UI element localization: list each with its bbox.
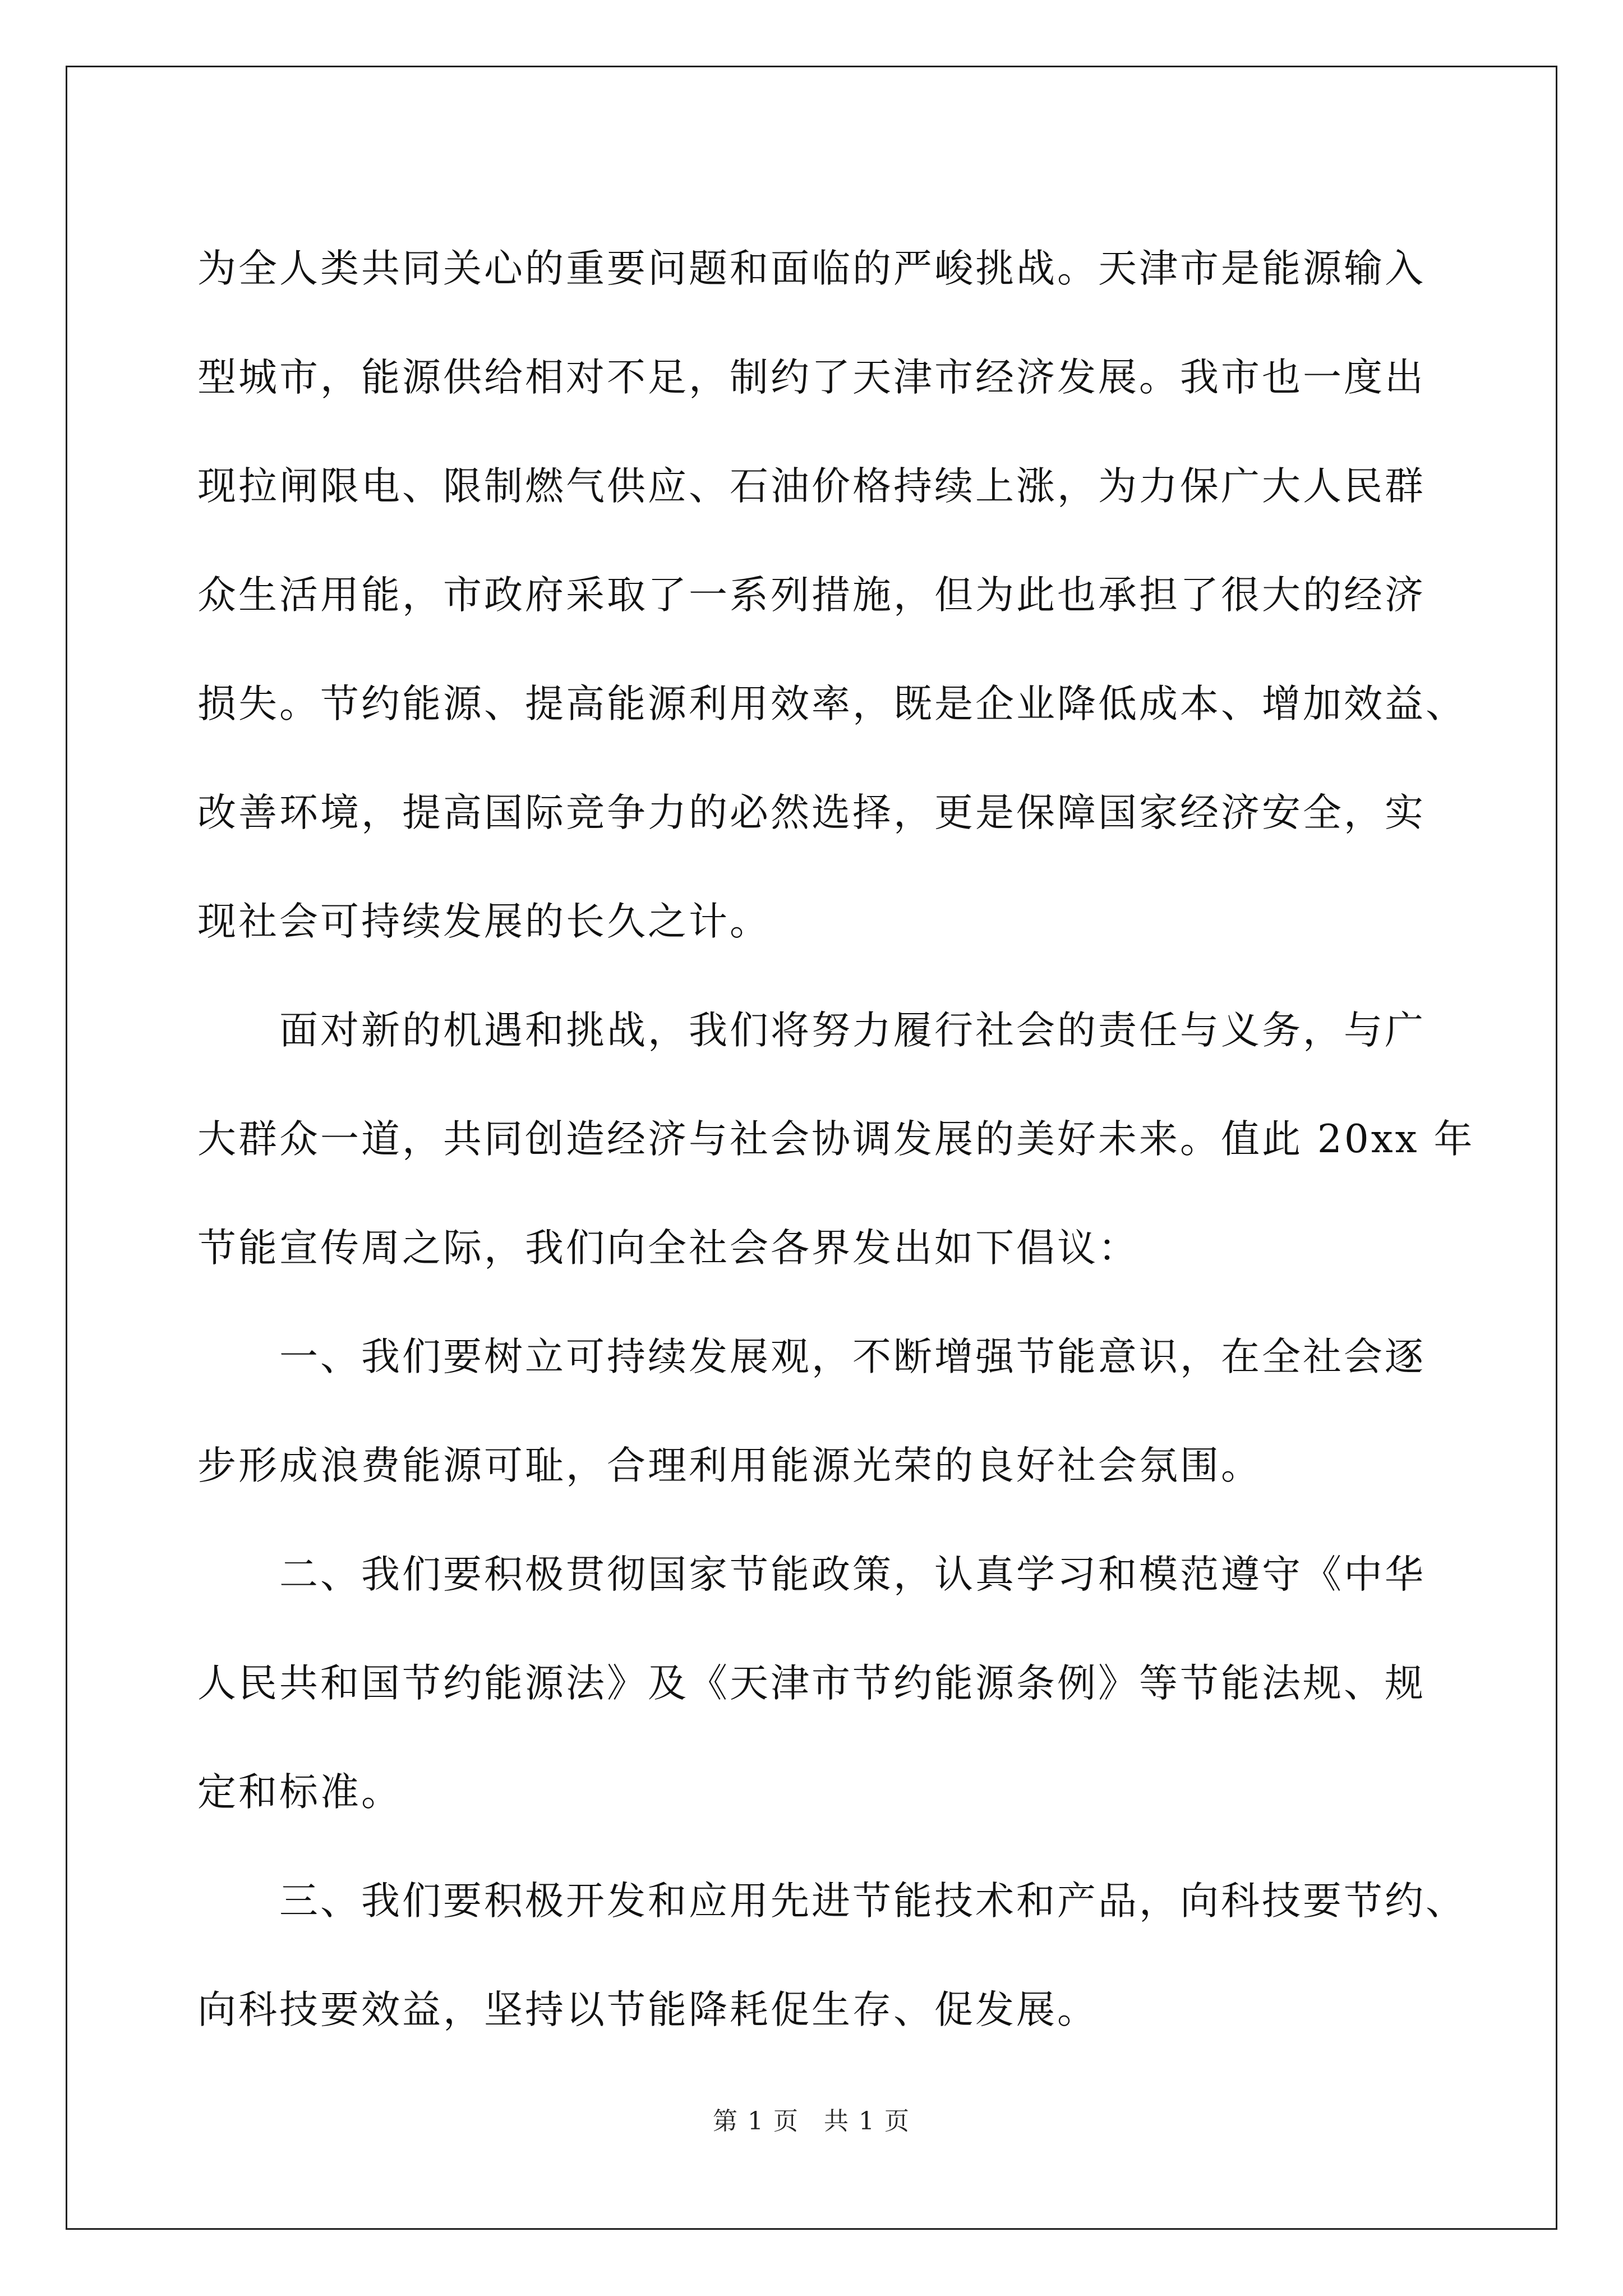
text-line: 节能宣传周之际，我们向全社会各界发出如下倡议：: [197, 1226, 1139, 1271]
paragraph-3: [197, 1303, 1465, 1520]
text-line: 二、我们要积极贯彻国家节能政策，认真学习和模范遵守《中华: [279, 1552, 1426, 1597]
text-line: 步形成浪费能源可耻，合理利用能源光荣的良好社会氛围。: [197, 1443, 1262, 1488]
text-line: 一、我们要树立可持续发展观，不断增强节能意识，在全社会逐: [279, 1335, 1426, 1379]
paragraph-1: [197, 214, 1465, 976]
text-line: 为全人类共同关心的重要问题和面临的严峻挑战。天津市是能源输入: [197, 246, 1426, 291]
paragraph-2: [197, 976, 1475, 1303]
text-line: 向科技要效益，坚持以节能降耗促生存、促发展。: [197, 1987, 1098, 2032]
paragraph-4: [197, 1520, 1465, 1847]
page-number: 第 1 页: [713, 2107, 799, 2136]
text-line: 定和标准。: [197, 1770, 402, 1815]
page-footer: [0, 2101, 1623, 2137]
text-line: 大群众一道，共同创造经济与社会协调发展的美好未来。值此 20xx 年: [197, 1117, 1475, 1162]
text-line: 众生活用能，市政府采取了一系列措施，但为此也承担了很大的经济: [197, 573, 1426, 618]
page-total: 共 1 页: [824, 2107, 910, 2136]
document-body: [197, 214, 1475, 2064]
paragraph-5: [197, 1847, 1465, 2064]
text-line: 人民共和国节约能源法》及《天津市节约能源条例》等节能法规、规: [197, 1661, 1426, 1706]
text-line: 三、我们要积极开发和应用先进节能技术和产品，向科技要节约、: [279, 1879, 1467, 1924]
text-line: 现拉闸限电、限制燃气供应、石油价格持续上涨，为力保广大人民群: [197, 464, 1426, 509]
text-line: 改善环境，提高国际竞争力的必然选择，更是保障国家经济安全，实: [197, 790, 1426, 835]
text-line: 现社会可持续发展的长久之计。: [197, 899, 771, 944]
text-line: 型城市，能源供给相对不足，制约了天津市经济发展。我市也一度出: [197, 355, 1426, 400]
text-line: 损失。节约能源、提高能源利用效率，既是企业降低成本、增加效益、: [197, 682, 1467, 726]
text-line: 面对新的机遇和挑战，我们将努力履行社会的责任与义务，与广: [279, 1008, 1426, 1053]
